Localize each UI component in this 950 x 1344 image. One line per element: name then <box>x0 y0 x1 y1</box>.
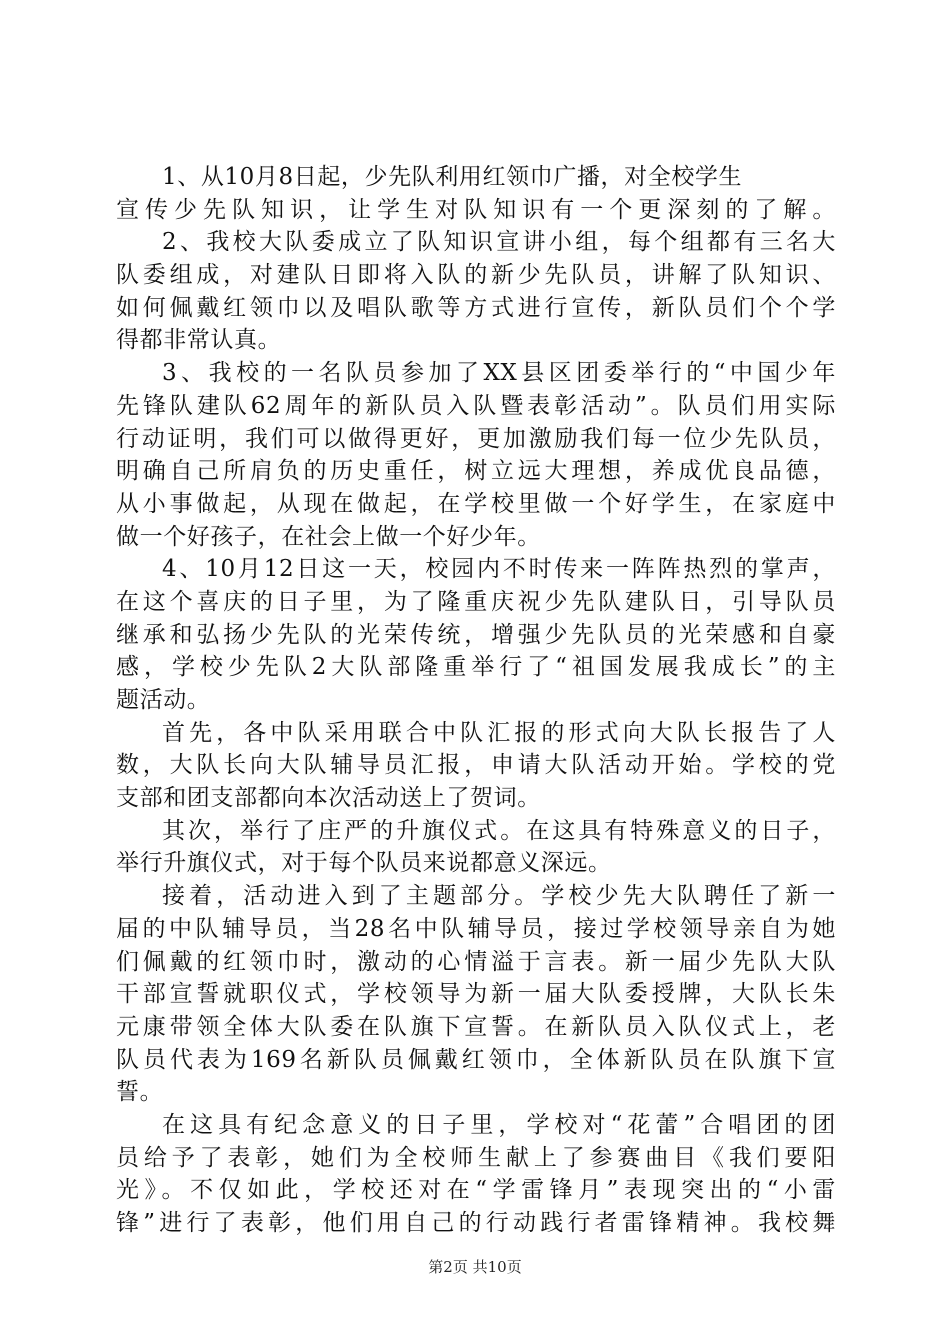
text-line: 继承和弘扬少先队的光荣传统，增强少先队员的光荣感和自豪 <box>116 621 836 648</box>
text-line: 支部和团支部都向本次活动送上了贺词。 <box>116 785 541 812</box>
text-line: 元康带领全体大队委在队旗下宣誓。在新队员入队仪式上，老 <box>116 1013 836 1040</box>
text-line: 感，学校少先队2大队部隆重举行了“祖国发展我成长”的主 <box>116 654 836 681</box>
text-line: 队委组成，对建队日即将入队的新少先队员，讲解了队知识、 <box>116 262 836 289</box>
page-number-footer: 第2页 共10页 <box>428 1258 522 1276</box>
text-line: 光》。不仅如此，学校还对在“学雷锋月”表现突出的“小雷 <box>116 1177 836 1204</box>
text-line: 员给予了表彰，她们为全校师生献上了参赛曲目《我们要阳 <box>116 1144 836 1171</box>
text-line: 4、10月12日这一天，校园内不时传来一阵阵热烈的掌声， <box>162 556 836 583</box>
text-line: 先锋队建队62周年的新队员入队暨表彰活动”。队员们用实际 <box>116 392 836 419</box>
text-line: 题活动。 <box>116 687 211 713</box>
text-line: 首先，各中队采用联合中队汇报的形式向大队长报告了人 <box>162 719 836 746</box>
text-line: 如何佩戴红领巾以及唱队歌等方式进行宣传，新队员们个个学 <box>116 294 836 321</box>
text-line: 们佩戴的红领巾时，激动的心情溢于言表。新一届少先队大队 <box>116 948 836 975</box>
text-line: 队员代表为169名新队员佩戴红领巾，全体新队员在队旗下宣 <box>116 1046 836 1073</box>
text-line: 其次，举行了庄严的升旗仪式。在这具有特殊意义的日子， <box>162 817 836 844</box>
text-line: 锋”进行了表彰，他们用自己的行动践行者雷锋精神。我校舞 <box>116 1210 836 1236</box>
document-body <box>116 161 836 1236</box>
text-line: 誓。 <box>116 1079 164 1106</box>
text-line: 在这个喜庆的日子里，为了隆重庆祝少先队建队日，引导队员 <box>116 588 836 615</box>
text-line: 1、从10月8日起，少先队利用红领巾广播，对全校学生 <box>162 164 743 190</box>
text-line: 3、我校的一名队员参加了XX县区团委举行的“中国少年 <box>162 360 836 387</box>
text-line: 从小事做起，从现在做起，在学校里做一个好学生，在家庭中 <box>116 490 836 517</box>
text-line: 届的中队辅导员，当28名中队辅导员，接过学校领导亲自为她 <box>116 915 836 942</box>
text-line: 得都非常认真。 <box>116 327 282 354</box>
text-line: 举行升旗仪式，对于每个队员来说都意义深远。 <box>116 850 612 877</box>
text-line: 在这具有纪念意义的日子里，学校对“花蕾”合唱团的团 <box>162 1111 836 1138</box>
text-line: 明确自己所肩负的历史重任，树立远大理想，养成优良品德， <box>116 458 836 485</box>
text-line: 干部宣誓就职仪式，学校领导为新一届大队委授牌，大队长朱 <box>116 981 836 1008</box>
text-line: 宣传少先队知识，让学生对队知识有一个更深刻的了解。 <box>116 196 836 223</box>
text-line: 做一个好孩子，在社会上做一个好少年。 <box>116 523 541 550</box>
text-line: 接着，活动进入到了主题部分。学校少先大队聘任了新一 <box>162 883 836 910</box>
text-line: 2、我校大队委成立了队知识宣讲小组，每个组都有三名大 <box>162 229 836 256</box>
text-line: 行动证明，我们可以做得更好，更加激励我们每一位少先队员， <box>116 425 836 452</box>
text-line: 数，大队长向大队辅导员汇报，申请大队活动开始。学校的党 <box>116 752 836 779</box>
